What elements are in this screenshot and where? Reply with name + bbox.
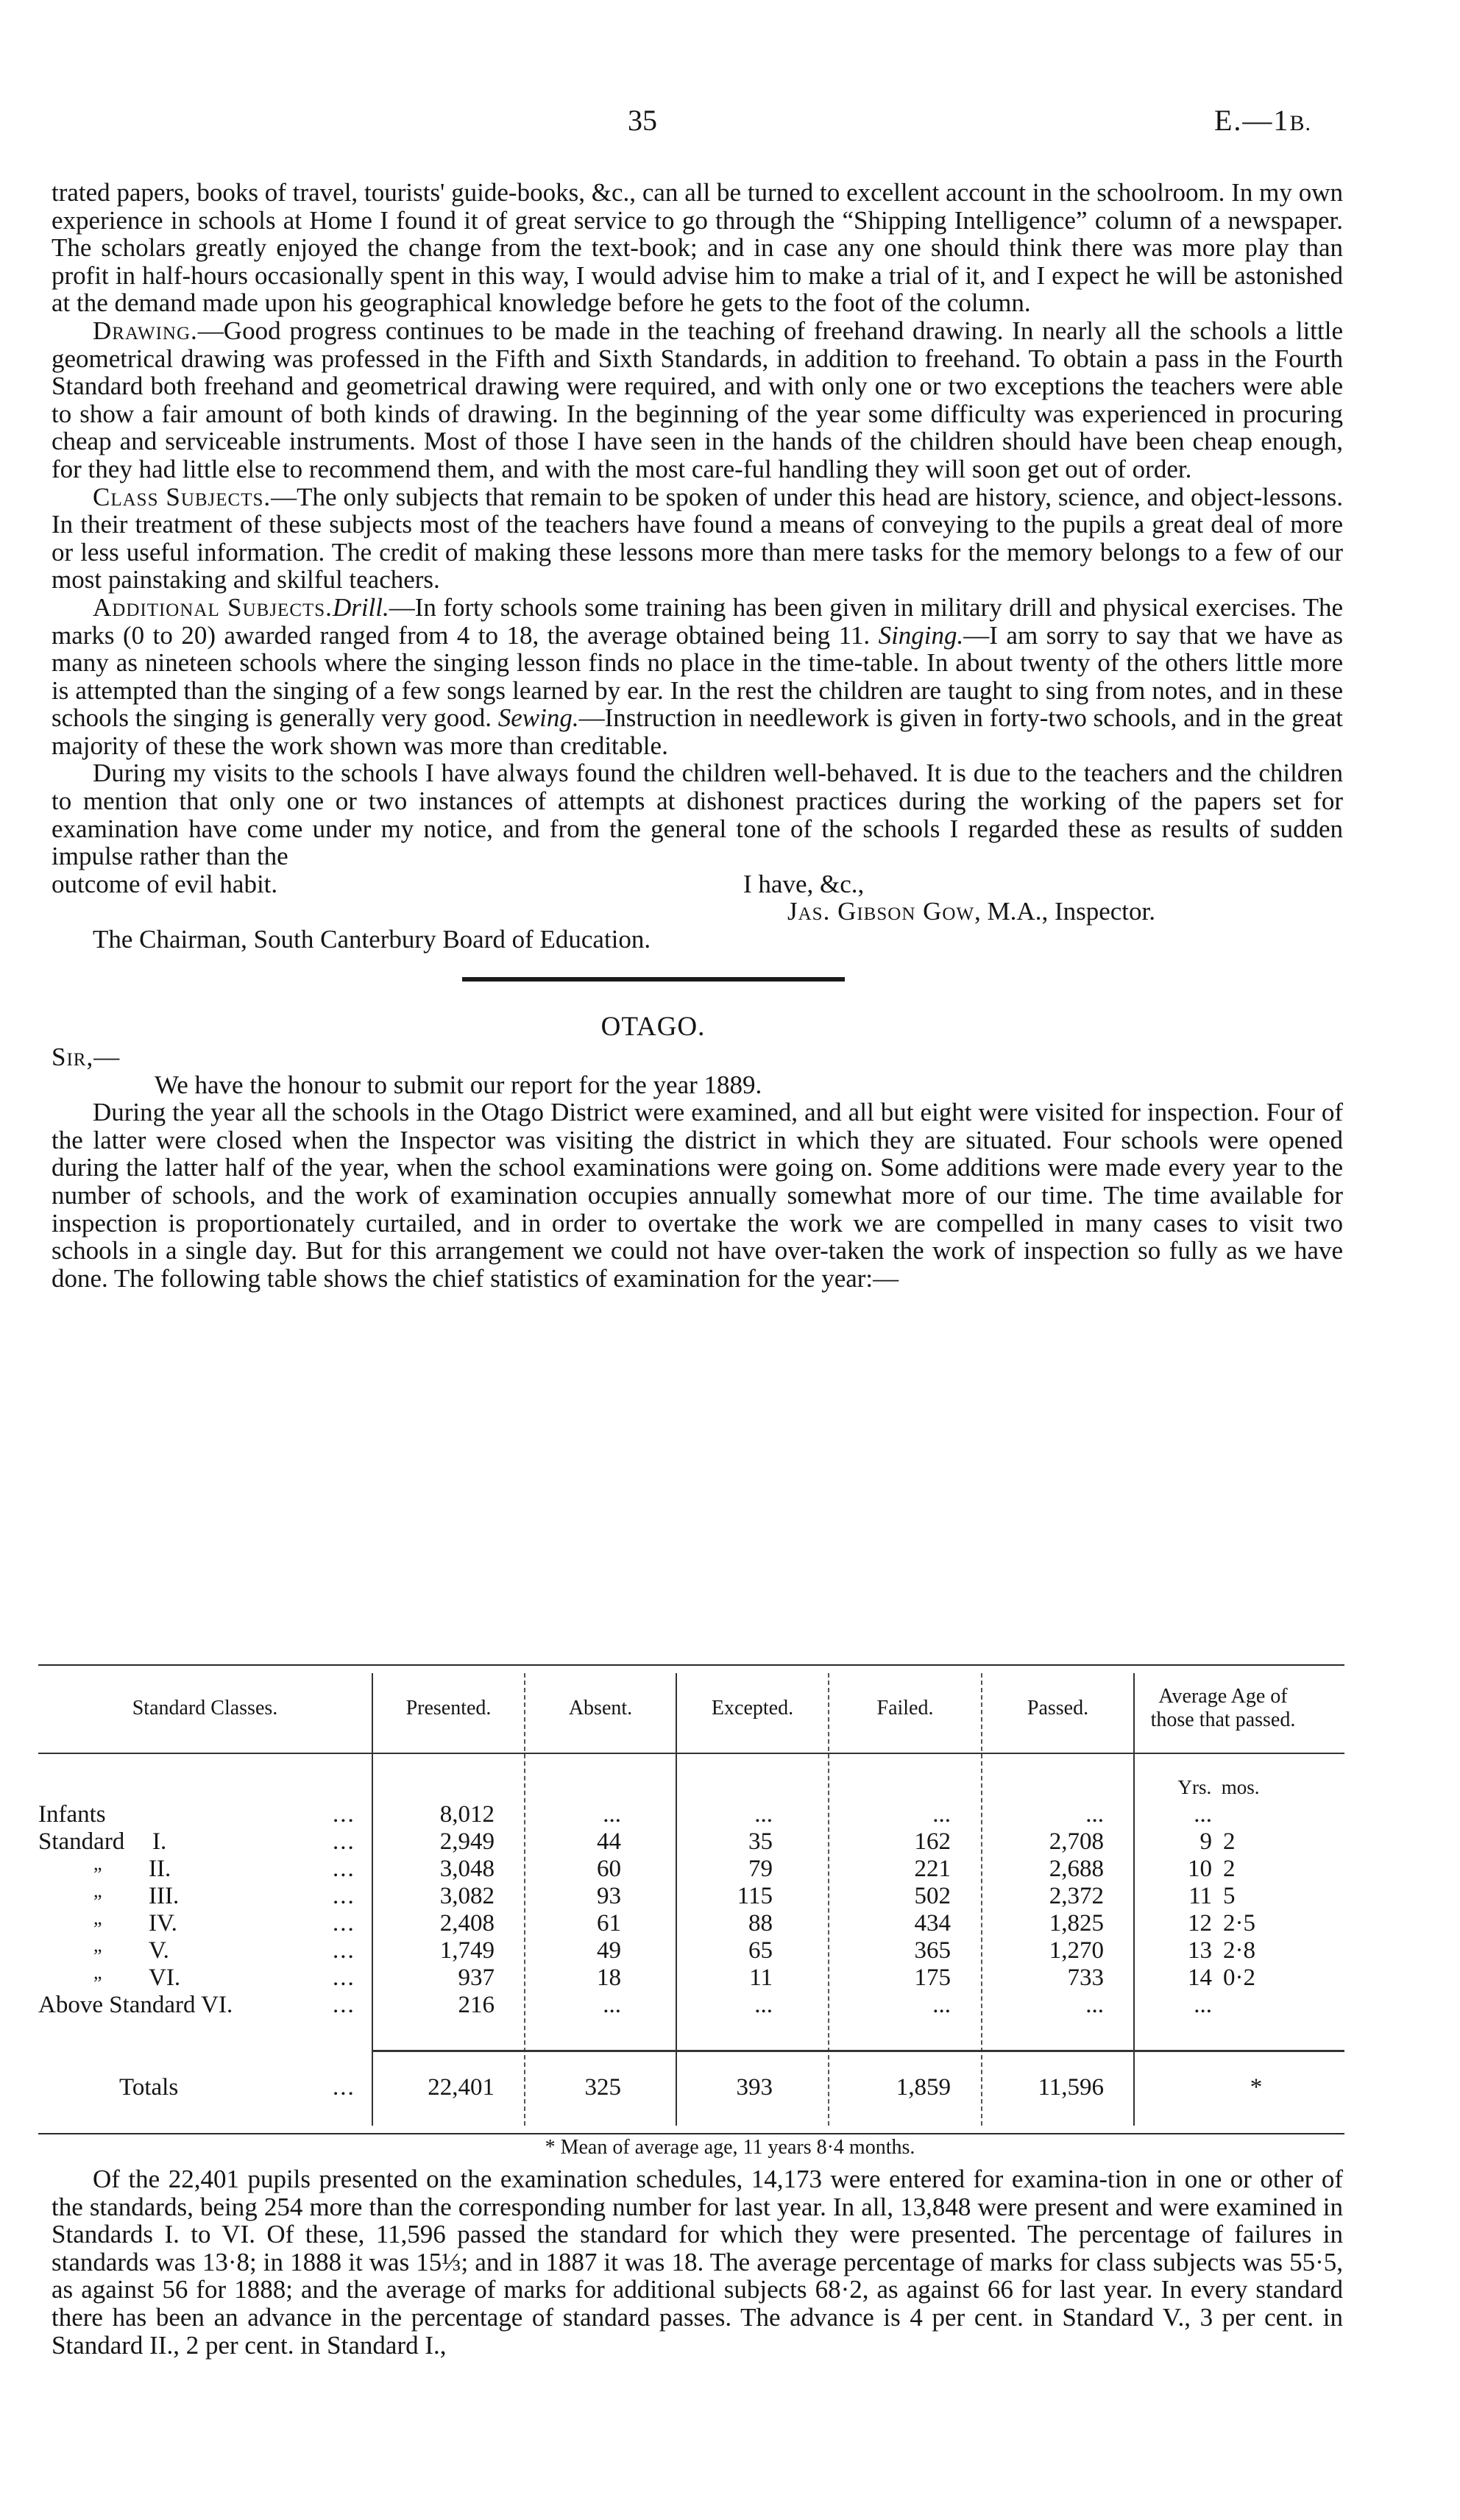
age-unit-years: Yrs. [1177, 1776, 1212, 1798]
drawing-text: —Good progress continues to be made in the teaching of freehand drawing. In nearly all the schools a little geometrical drawing was professed in the Fifth and Sixth Standards, in addition to freehand. To obtain a pass in the Fourth Standard both freehand and geometrical drawing were required, and with only one or two exceptions the teachers were able to show a fair amount of both kinds of drawing. In the beginning of the year some difficulty was experienced in procuring cheap and serviceable instruments. Most of those I have seen in the hands of the children should have been cheap enough, for they had little else to recommend them, and with the most care-ful handling they will soon get out of order. [52, 316, 1343, 483]
otago-intro: We have the honour to submit our report for the year 1889. [155, 1070, 762, 1099]
cell-failed: 365 [914, 1937, 951, 1964]
cell-excepted: 79 [748, 1856, 773, 1882]
leader-dots: ... [333, 1992, 355, 2018]
cell-excepted: 65 [748, 1937, 773, 1964]
cell-absent: 44 [597, 1828, 621, 1855]
heading-drawing: Drawing. [93, 316, 198, 345]
cell-absent: 60 [597, 1856, 621, 1882]
cell-age-years: 9 [1199, 1828, 1212, 1855]
cell-presented: 1,749 [439, 1937, 495, 1964]
cell-age-months: 2 [1223, 1856, 1236, 1882]
signature [52, 898, 1343, 926]
cell-failed: ... [932, 1801, 951, 1828]
cell-age-months: 5 [1223, 1883, 1236, 1909]
table-row [38, 1964, 1344, 1994]
cell-presented: 2,408 [439, 1910, 495, 1937]
cell-passed: 1,825 [1049, 1910, 1104, 1937]
examination-statistics-table [38, 1664, 1344, 2134]
signature-title: , M.A., Inspector. [974, 897, 1155, 926]
header-presented: Presented. [405, 1697, 492, 1719]
cell-presented: 2,949 [439, 1828, 495, 1855]
cell-excepted: 11 [749, 1964, 773, 1991]
cell-age-years: ... [1194, 1801, 1212, 1828]
table-row [38, 1856, 1344, 1885]
ditto-mark: ” [93, 1945, 102, 1967]
leader-dots: ... [333, 1910, 355, 1937]
cell-absent: 18 [597, 1964, 621, 1991]
cell-age-years: 11 [1188, 1883, 1212, 1909]
totals-failed: 1,859 [896, 2074, 951, 2101]
leader-dots: ... [333, 1964, 355, 1991]
totals-label: Totals [119, 2074, 179, 2101]
cell-age-years: 14 [1188, 1964, 1212, 1991]
doc-ref-main: E.—1 [1214, 104, 1290, 137]
age-units [1135, 1776, 1303, 1799]
table-row [38, 1883, 1344, 1912]
row-standard-number: IV. [149, 1910, 177, 1937]
paragraph-otago-inspection: During the year all the schools in the Otago District were examined, and all but eight were visited for inspection. Four of the latter were closed when the Inspector was visiting the district in which they are situated. Four schools were opened during the latter half of the year, when the school examinations were going on. Some additions were made every year to the number of schools, and the work of examination occupies annually somewhat more of our time. The time available for inspection is proportionately curtailed, and in order to overtake the work we are compelled in many cases to visit two schools in a single day. But for this arrangement we could not have over-taken the work of inspection so fully as we have done. The following table shows the chief statistics of examination for the year:— [52, 1098, 1343, 1293]
drill-label: Drill. [332, 592, 389, 622]
letter-closing [52, 870, 1343, 898]
header-passed: Passed. [1027, 1697, 1089, 1719]
report-body [52, 179, 1343, 1292]
age-unit-months: mos. [1221, 1776, 1260, 1798]
table-row [38, 1801, 1344, 1828]
cell-failed: ... [932, 1992, 951, 2018]
drill-text: —In forty schools some training has been given in military drill and physical exercises. The marks (0 to 20) awarded ranged from 4 to 18, the average obtained being 11. [52, 592, 1343, 650]
cell-presented: 216 [458, 1992, 495, 2018]
ditto-mark: ” [93, 1918, 102, 1939]
totals-passed: 11,596 [1038, 2074, 1104, 2101]
paragraph-geography-continued: trated papers, books of travel, tourists' guide-books, &c., can all be turned to excellent account in the schoolroom. In my own experience in schools at Home I found it of great service to go through the “Shipping Intelligence” column of a newspaper. The scholars greatly enjoyed the change from the text-book; and in case any one should think there was more play than profit in half-hours occasionally spent in this way, I would advise him to make a trial of it, and I expect he will be astonished at the demand made upon his geographical knowledge before he gets to the foot of the column. [52, 178, 1343, 318]
header-rule [38, 1753, 1344, 1754]
cell-absent: 61 [597, 1910, 621, 1937]
cell-failed: 162 [914, 1828, 951, 1855]
paragraph-pupils-summary: Of the 22,401 pupils presented on the examination schedules, 14,173 were entered for examina-tion in one or other of the standards, being 254 more than the corresponding number for last year. In all, 13,848 were present and were examined in Standards I. to VI. Of these, 11,596 passed the standard for which they were presented. The percentage of failures in standards was 13·8; in 1888 it was 15⅓; and in 1887 it was 18. The average percentage of marks for class subjects was 55·5, as against 56 for 1888; and the average of marks for additional subjects 68·2, as against 66 for last year. In every standard there has been an advance in the percentage of standard passes. The advance is 4 per cent. in Standard V., 3 per cent. in Standard II., 2 per cent. in Standard I., [52, 2165, 1343, 2360]
signature-name: Jas. Gibson Gow [787, 897, 975, 926]
sewing-label: Sewing. [497, 703, 579, 733]
singing-text: —I am sorry to say that we have as many as nineteen schools where the singing lesson finds no place in the time-table. In about twenty of the others little more is attempted than the singing of a few songs learned by ear. In the rest the children are taught to sing from notes, and in these schools the singing is generally very good. [52, 620, 1343, 733]
row-standard-number: V. [149, 1937, 169, 1964]
table-row [38, 1910, 1344, 1937]
leader-dots: ... [333, 1856, 355, 1882]
cell-failed: 175 [914, 1964, 951, 1991]
class-subjects-text: —The only subjects that remain to be spoken of under this head are history, science, and object-lessons. In their treatment of these subjects most of the teachers have found a means of conveying to the pupils a great deal of more or less useful information. The credit of making these lessons more than mere tasks for the memory belongs to a few of our most painstaking and skilful teachers. [52, 482, 1343, 594]
totals-presented: 22,401 [428, 2074, 495, 2101]
post-table-text [52, 2165, 1343, 2359]
leader-dots: ... [333, 1883, 355, 1909]
cell-presented: 937 [458, 1964, 495, 1991]
header-failed: Failed. [876, 1697, 934, 1719]
cell-absent: 93 [597, 1883, 621, 1909]
singing-label: Singing. [878, 620, 964, 650]
section-divider [462, 977, 845, 982]
leader-dots: ... [333, 1828, 355, 1855]
row-standard-number: I. [152, 1828, 167, 1855]
closing-left-text: outcome of evil habit. [52, 869, 278, 898]
table-row [38, 1992, 1344, 2018]
closing-valediction: I have, &c., [743, 869, 865, 898]
page-number: 35 [628, 104, 657, 137]
leader-dots: ... [333, 2074, 355, 2101]
cell-presented: 8,012 [439, 1801, 495, 1828]
paragraph-drawing [52, 317, 1343, 483]
page-header [0, 103, 1460, 147]
totals-excepted: 393 [736, 2074, 773, 2101]
paragraph-additional-subjects [52, 594, 1343, 760]
cell-passed: 2,708 [1049, 1828, 1104, 1855]
doc-ref-suffix: B. [1289, 111, 1311, 135]
totals-row [38, 2074, 1344, 2101]
cell-presented: 3,048 [439, 1856, 495, 1882]
header-average-age: Average Age of those that passed. [1150, 1685, 1296, 1731]
cell-age-years: 12 [1188, 1910, 1212, 1937]
paragraph-conduct: During my visits to the schools I have always found the children well-behaved. It is due to the teachers and the children to mention that only one or two instances of attempts at dishonest practices during the working of the papers set for examination have come under my notice, and from the general tone of the schools I regarded these as results of sudden impulse rather than the [52, 759, 1343, 871]
table-row [38, 1937, 1344, 1967]
section-title-otago: OTAGO. [600, 1012, 706, 1043]
cell-passed: 2,688 [1049, 1856, 1104, 1882]
row-label: Standard [38, 1828, 125, 1855]
cell-failed: 434 [914, 1910, 951, 1937]
header-excepted: Excepted. [711, 1697, 794, 1719]
cell-passed: ... [1085, 1992, 1104, 2018]
ditto-mark: ” [93, 1891, 102, 1912]
cell-age-years: 10 [1188, 1856, 1212, 1882]
cell-passed: 2,372 [1049, 1883, 1104, 1909]
header-standard-classes: Standard Classes. [132, 1697, 278, 1719]
cell-excepted: 88 [748, 1910, 773, 1937]
cell-age-months: 0·2 [1223, 1964, 1255, 1991]
heading-additional-subjects: Additional Subjects. [93, 592, 333, 622]
table-footnote: * Mean of average age, 11 years 8·4 months. [545, 2136, 915, 2159]
ditto-mark: ” [93, 1864, 102, 1885]
cell-excepted: ... [754, 1801, 773, 1828]
addressee: The Chairman, South Canterbury Board of Education. [93, 925, 651, 954]
heading-class-subjects: Class Subjects. [93, 482, 272, 511]
paragraph-class-subjects [52, 483, 1343, 594]
cell-failed: 502 [914, 1883, 951, 1909]
row-standard-number: II. [149, 1856, 171, 1882]
totals-rule [372, 2050, 1344, 2052]
cell-absent: ... [603, 1992, 621, 2018]
cell-failed: 221 [914, 1856, 951, 1882]
cell-presented: 3,082 [439, 1883, 495, 1909]
cell-excepted: 115 [737, 1883, 773, 1909]
salutation: Sir,— [52, 1043, 121, 1072]
document-reference [1214, 103, 1311, 138]
row-standard-number: VI. [149, 1964, 181, 1991]
cell-age-months: 2·8 [1223, 1937, 1255, 1964]
cell-age-months: 2·5 [1223, 1910, 1255, 1937]
leader-dots: ... [333, 1801, 355, 1828]
leader-dots: ... [333, 1937, 355, 1964]
row-label: Infants [38, 1801, 106, 1828]
totals-age-asterisk: * [1250, 2074, 1263, 2101]
totals-absent: 325 [584, 2074, 621, 2101]
cell-age-months: 2 [1223, 1828, 1236, 1855]
cell-absent: ... [603, 1801, 621, 1828]
sewing-text: —Instruction in needlework is given in forty-two schools, and in the great majority of these the work shown was more than creditable. [52, 703, 1343, 760]
cell-passed: 1,270 [1049, 1937, 1104, 1964]
cell-age-years: ... [1194, 1992, 1212, 2018]
cell-excepted: ... [754, 1992, 773, 2018]
header-absent: Absent. [568, 1697, 633, 1719]
row-standard-number: III. [149, 1883, 180, 1909]
cell-age-years: 13 [1188, 1937, 1212, 1964]
cell-excepted: 35 [748, 1828, 773, 1855]
row-label: Above Standard VI. [38, 1992, 233, 2018]
table-row [38, 1828, 1344, 1855]
cell-absent: 49 [597, 1937, 621, 1964]
ditto-mark: ” [93, 1973, 102, 1994]
cell-passed: 733 [1067, 1964, 1104, 1991]
cell-passed: ... [1085, 1801, 1104, 1828]
